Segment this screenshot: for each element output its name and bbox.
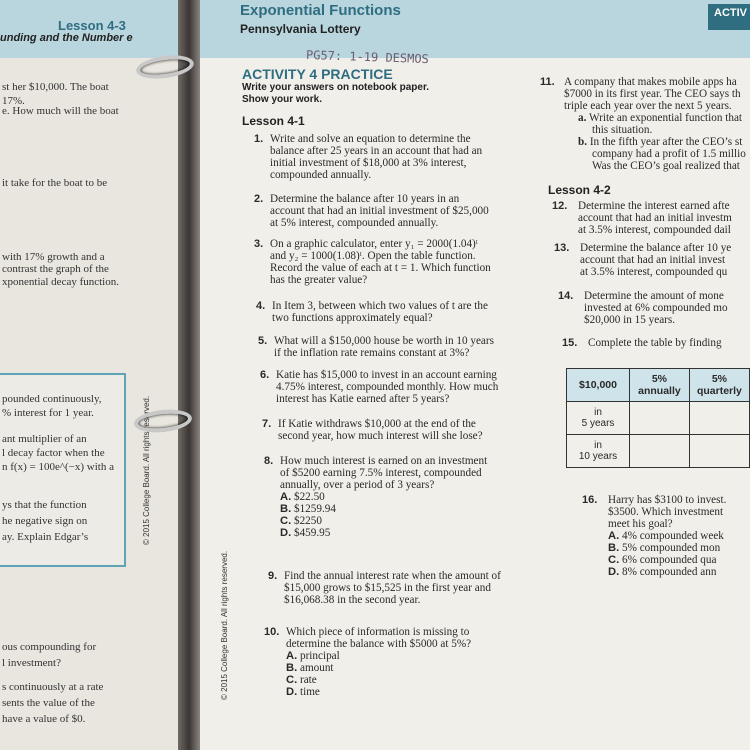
question-text: 4.75% interest, compounded monthly. How much [276,381,499,393]
option-text: 8% compounded ann [621,566,717,578]
instruction-line: Show your work. [242,94,323,105]
question-12 [552,200,732,236]
question-11 [540,76,746,172]
option-letter: A. [608,530,620,542]
question-2 [254,193,560,229]
option-letter: A. [280,491,292,503]
question-number: 2. [254,193,264,205]
question-text: Record the value of each at t = 1. Which function [270,262,491,274]
question-6 [260,369,566,405]
option-text: $1259.94 [293,503,336,515]
right-copyright: © 2015 College Board. All rights reserved. [220,550,229,700]
question-text: $16,068.38 in the second year. [284,594,421,606]
option-text: 5% compounded mon [621,542,721,554]
question-number: 15. [562,337,578,349]
answer-option [286,662,576,674]
question-number: 9. [268,570,278,582]
question-text: if the inflation rate remains constant at 3%? [274,347,470,359]
sub-text: In the fifth year after the CEO’s st [589,136,743,148]
header-subtitle: Pennsylvania Lottery [240,22,361,36]
left-page [0,0,178,750]
question-text: $15,000 grows to $15,525 in the first year and [284,582,491,594]
question-text: In Item 3, between which two values of t are the [272,300,488,312]
question-9 [268,570,574,606]
row-label-years: 5 years [581,418,615,429]
answer-option [286,650,576,662]
sub-question [564,136,746,148]
question-text: of $5200 earning 7.5% interest, compounded [280,467,482,479]
question-number: 7. [262,418,272,430]
question-number: 4. [256,300,266,312]
option-text: $22.50 [293,491,325,503]
question-16 [582,494,727,578]
table-header-cell [630,369,690,402]
option-text: $2250 [293,515,322,527]
question-number: 6. [260,369,270,381]
answer-option [280,515,570,527]
header-rate: 5% [651,373,668,385]
table-header-cell [689,369,749,402]
question-text: Find the annual interest rate when the amount of [284,570,501,582]
sub-text: this situation. [592,124,653,136]
binder-gutter [178,0,200,750]
left-lesson-subtitle: unding and the Number e [0,32,133,44]
left-text-line: e. How much will the boat [2,105,119,117]
question-text: account that had an initial invest [580,254,726,266]
row-label-years: 10 years [578,451,618,462]
question-7 [262,418,568,442]
question-8 [264,455,570,539]
question-text: account that had an initial investm [578,212,732,224]
question-text: How much interest is earned on an investment [280,455,488,467]
left-text-line: l decay factor when the [2,447,105,459]
left-text-line: n f(x) = 100e^(−x) with a [2,461,114,473]
option-text: rate [299,674,317,686]
row-label-in: in [594,407,602,418]
table-row [567,435,750,468]
question-5 [258,335,564,359]
row-label-cell [567,435,630,468]
question-number: 3. [254,238,264,250]
option-letter: C. [608,554,620,566]
header-period: quarterly [696,385,742,397]
question-number: 16. [582,494,598,506]
question-text: at 3.5% interest, compounded dail [578,224,731,236]
left-text-line: sents the value of the [2,697,95,709]
header-title: Exponential Functions [240,2,401,19]
question-text: $3500. Which investment [608,506,724,518]
question-text: Write and solve an equation to determine the [270,133,471,145]
left-text-line: with 17% growth and a [2,251,105,263]
right-page [200,0,750,750]
question-text: second year, how much interest will she lose? [278,430,483,442]
table-row [567,402,750,435]
option-letter: B. [280,503,292,515]
question-text: A company that makes mobile apps ha [564,76,737,88]
instruction-line: Write your answers on notebook paper. [242,82,430,93]
question-number: 8. [264,455,274,467]
left-text-line: it take for the boat to be [2,177,108,189]
left-text-line: ant multiplier of an [2,433,87,445]
question-text: Determine the interest earned afte [578,200,730,212]
answer-option [280,491,570,503]
option-letter: B. [286,662,298,674]
question-text: initial investment of $18,000 at 3% interest, [270,157,467,169]
left-text-line: st her $10,000. The boat [2,81,109,93]
left-lesson-title: Lesson 4-3 [58,18,126,33]
table-empty-cell [630,435,690,468]
question-4 [256,300,562,324]
option-letter: C. [280,515,292,527]
question-10 [264,626,576,698]
question-text: $20,000 in 15 years. [584,314,676,326]
option-letter: D. [280,527,292,539]
sub-question [564,112,746,124]
left-text-line: 17%. [2,95,25,107]
question-text: at 3.5% interest, compounded qu [580,266,728,278]
question-text: triple each year over the next 5 years. [564,100,732,112]
row-label-in: in [594,440,602,451]
left-text-line: pounded continuously, [2,393,102,405]
left-text-line: s continuously at a rate [2,681,104,693]
option-text: principal [299,650,340,662]
answer-option [286,686,576,698]
left-text-line: have a value of $0. [2,713,86,725]
question-text: invested at 6% compounded mo [584,302,728,314]
sub-text: company had a profit of 1.5 millio [592,148,746,160]
option-letter: C. [286,674,298,686]
answer-option [608,542,726,554]
answer-option [608,566,726,578]
answer-option [608,530,726,542]
question-text: account that had an initial investment of $25,000 [270,205,489,217]
question-1 [254,133,560,181]
left-text-line: % interest for 1 year. [2,407,94,419]
option-text: 6% compounded qua [621,554,717,566]
sub-letter: a. [578,112,587,124]
left-text-line: ys that the function [2,499,87,511]
header-activity-tab: ACTIV [708,4,750,30]
left-text-line: ay. Explain Edgar’s [2,531,89,543]
question-text: If Katie withdraws $10,000 at the end of the [278,418,476,430]
answer-option [608,554,726,566]
question-number: 11. [540,76,555,88]
option-letter: D. [608,566,620,578]
question-number: 12. [552,200,568,212]
question-text: Which piece of information is missing to [286,626,470,638]
question-text: has the greater value? [270,274,368,286]
question-text: Complete the table by finding [588,337,722,349]
compound-interest-table [566,368,750,468]
question-number: 5. [258,335,268,347]
table-empty-cell [689,402,749,435]
header-period: annually [638,385,681,397]
question-13 [554,242,732,278]
sub-text: Write an exponential function that [589,112,743,124]
question-3 [254,238,560,286]
answer-option [280,527,570,539]
question-number: 10. [264,626,280,638]
answer-option [280,503,570,515]
question-text: On a graphic calculator, enter y₁ = 2000(1.04)ᵗ [270,238,478,250]
question-text: $7000 in its first year. The CEO says th [564,88,741,100]
question-text: compounded annually. [270,169,372,181]
lesson-4-1-heading: Lesson 4-1 [242,114,305,128]
lesson-4-2-heading: Lesson 4-2 [548,183,611,197]
option-text: time [299,686,320,698]
question-14 [558,290,728,326]
option-text: $459.95 [293,527,331,539]
question-number: 1. [254,133,264,145]
left-text-line: contrast the graph of the [2,263,109,275]
question-text: annually, over a period of 3 years? [280,479,435,491]
left-text-line: xponential decay function. [2,276,119,288]
table-header-row [567,369,750,402]
left-text-line: l investment? [2,657,61,669]
question-text: Determine the balance after 10 ye [580,242,732,254]
question-text: balance after 25 years in an account that had an [270,145,483,157]
question-text: Determine the balance after 10 years in an [270,193,460,205]
option-letter: A. [286,650,298,662]
left-copyright: © 2015 College Board. All rights reserved. [142,395,151,545]
question-text: Determine the amount of mone [584,290,724,302]
sub-letter: b. [578,136,588,148]
question-text: What will a $150,000 house be worth in 10 years [274,335,494,347]
left-text-line: ous compounding for [2,641,97,653]
table-corner-cell: $10,000 [567,369,630,402]
row-label-cell [567,402,630,435]
question-number: 14. [558,290,574,302]
table-empty-cell [630,402,690,435]
question-number: 13. [554,242,570,254]
question-text: meet his goal? [608,518,673,530]
option-text: amount [299,662,334,674]
table-empty-cell [689,435,749,468]
question-text: Katie has $15,000 to invest in an account earning [276,369,497,381]
handwritten-note: PG57: 1-19 DESMOS [305,47,430,67]
option-text: 4% compounded week [621,530,724,542]
question-text: at 5% interest, compounded annually. [270,217,439,229]
question-text: interest has Katie earned after 5 years? [276,393,450,405]
header-rate: 5% [711,373,728,385]
question-text: and y₂ = 1000(1.08)ᵗ. Open the table function. [270,250,476,262]
question-15 [562,337,722,349]
sub-text: Was the CEO’s goal realized that [592,160,740,172]
question-text: determine the balance with $5000 at 5%? [286,638,472,650]
option-letter: D. [286,686,298,698]
answer-option [286,674,576,686]
activity-title: ACTIVITY 4 PRACTICE [242,66,393,82]
option-letter: B. [608,542,620,554]
question-text: two functions approximately equal? [272,312,433,324]
left-text-line: he negative sign on [2,515,88,527]
question-text: Harry has $3100 to invest. [608,494,727,506]
